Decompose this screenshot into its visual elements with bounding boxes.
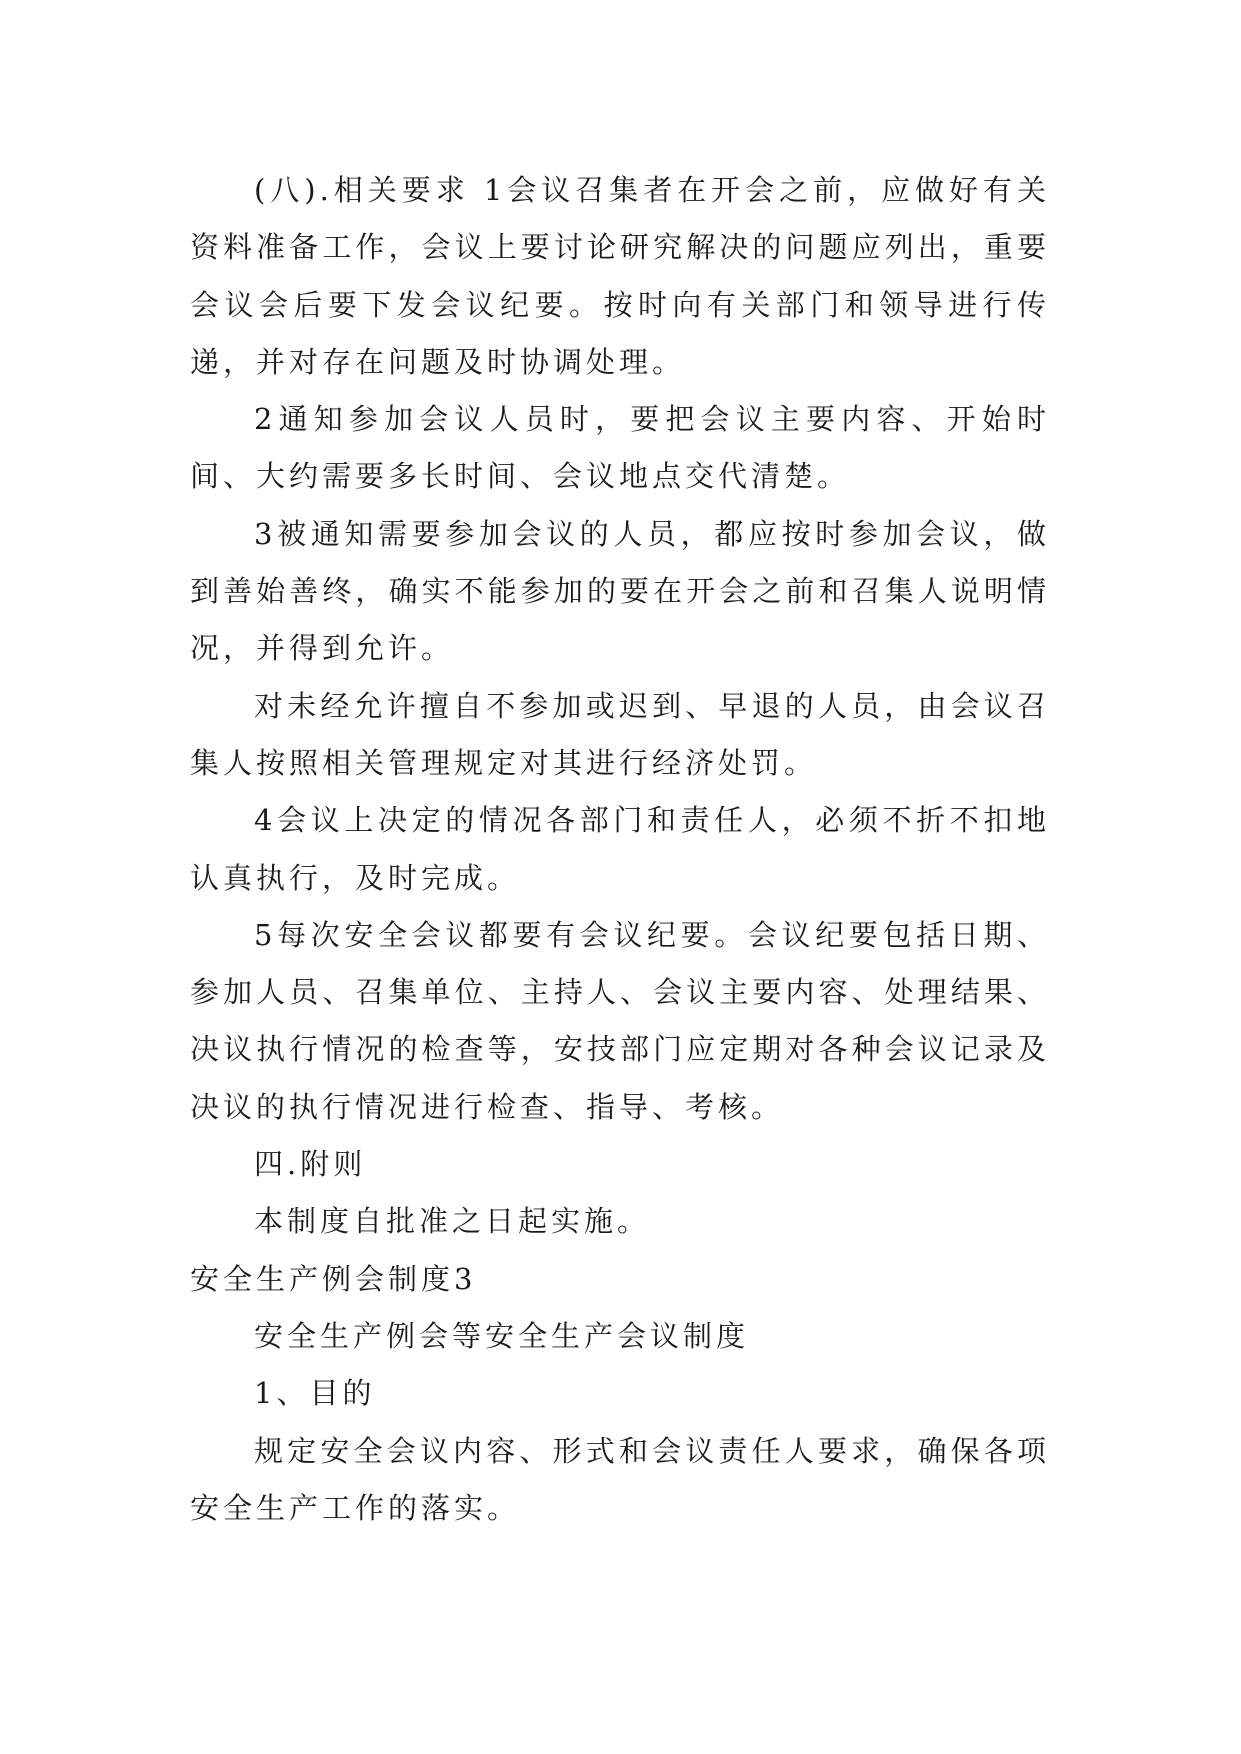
paragraph-effective: 本制度自批准之日起实施。 (254, 1204, 651, 1239)
paragraph-item-4: 4会议上决定的情况各部门和责任人，必须不折不扣地认真执行，及时完成。 (190, 803, 1050, 895)
document-body (190, 162, 1050, 1537)
paragraph-related-requirements: (八).相关要求 1会议召集者在开会之前，应做好有关资料准备工作，会议上要讨论研究解决的问题应列出，重要会议会后要下发会议纪要。按时向有关部门和领导进行传递，并对存在问题及时协调处理。 (190, 173, 1050, 379)
document-subtitle: 安全生产例会等安全生产会议制度 (254, 1318, 750, 1353)
document-title: 安全生产例会制度3 (190, 1261, 477, 1296)
section-heading-appendix: 四.附则 (254, 1147, 367, 1182)
paragraph-item-2: 2通知参加会议人员时，要把会议主要内容、开始时间、大约需要多长时间、会议地点交代清楚。 (190, 402, 1050, 494)
paragraph-item-3: 3被通知需要参加会议的人员，都应按时参加会议，做到善始善终，确实不能参加的要在开会之前和召集人说明情况，并得到允许。 (190, 516, 1050, 666)
paragraph-penalty: 对未经允许擅自不参加或迟到、早退的人员，由会议召集人按照相关管理规定对其进行经济处罚。 (190, 688, 1050, 780)
paragraph-purpose: 规定安全会议内容、形式和会议责任人要求，确保各项安全生产工作的落实。 (190, 1433, 1050, 1525)
section-heading-purpose: 1、目的 (254, 1376, 376, 1411)
paragraph-item-5: 5每次安全会议都要有会议纪要。会议纪要包括日期、参加人员、召集单位、主持人、会议主要内容、处理结果、决议执行情况的检查等，安技部门应定期对各种会议记录及决议的执行情况进行检查、指导、考核。 (190, 917, 1050, 1124)
